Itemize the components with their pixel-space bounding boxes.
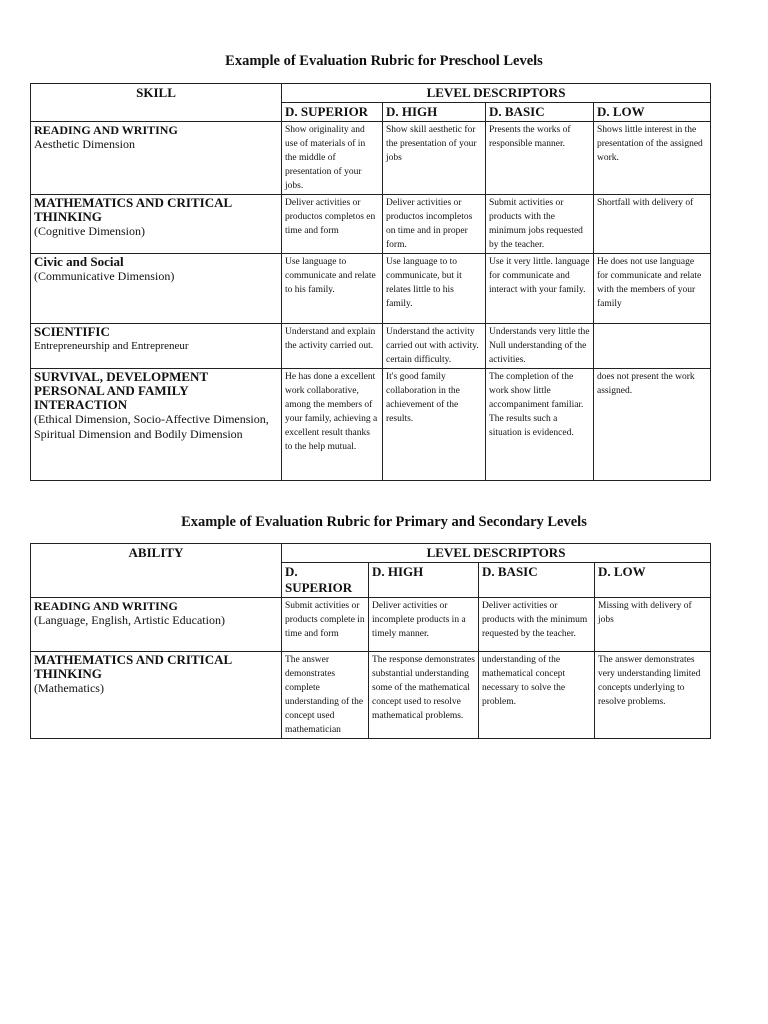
skill-title: MATHEMATICS AND CRITICAL THINKING (34, 652, 232, 681)
skill-cell (31, 324, 282, 369)
skill-subtitle: (Cognitive Dimension) (34, 224, 145, 238)
table-row (31, 195, 711, 254)
descriptor-cell: Deliver activities or productos completos en time and form (282, 195, 383, 254)
descriptor-cell: Missing with delivery of jobs (595, 598, 711, 652)
descriptor-cell: understanding of the mathematical concept necessary to solve the problem. (479, 652, 595, 739)
primary-secondary-rubric-title: Example of Evaluation Rubric for Primary and Secondary Levels (181, 514, 587, 530)
skill-title: READING AND WRITING (34, 123, 178, 137)
table-row (31, 652, 711, 739)
skill-subtitle: Entrepreneurship and Entrepreneur (34, 340, 189, 352)
skill-title: Civic and Social (34, 254, 124, 269)
skill-subtitle: (Language, English, Artistic Education) (34, 613, 225, 627)
descriptor-cell: Presents the works of responsible manner. (486, 122, 594, 195)
table-row (31, 324, 711, 369)
header-row (31, 544, 711, 563)
level-superior-header: D. SUPERIOR (282, 563, 369, 598)
skill-title: SURVIVAL, DEVELOPMENT PERSONAL AND FAMILY INTERACTION (34, 369, 208, 412)
skill-subtitle: (Mathematics) (34, 681, 104, 695)
descriptor-cell: does not present the work assigned. (594, 369, 711, 481)
table-row (31, 598, 711, 652)
level-descriptors-header: LEVEL DESCRIPTORS (282, 544, 711, 563)
skill-cell (31, 652, 282, 739)
level-high-header: D. HIGH (369, 563, 479, 598)
level-basic-header: D. BASIC (479, 563, 595, 598)
skill-cell (31, 598, 282, 652)
descriptor-cell: It's good family collaboration in the achievement of the results. (383, 369, 486, 481)
descriptor-cell: Deliver activities or incomplete products in a timely manner. (369, 598, 479, 652)
level-low-header: D. LOW (595, 563, 711, 598)
descriptor-cell: Use it very little. language for communicate and interact with your family. (486, 254, 594, 324)
level-low-header: D. LOW (594, 103, 711, 122)
descriptor-cell: He has done a excellent work collaborative, among the members of your family, achieving a excellent result thanks to the help mutual. (282, 369, 383, 481)
skill-subtitle: Aesthetic Dimension (34, 137, 135, 151)
descriptor-cell: Use language to communicate and relate to his family. (282, 254, 383, 324)
ability-header: ABILITY (31, 544, 282, 598)
descriptor-cell: Deliver activities or productos incompletos on time and in proper form. (383, 195, 486, 254)
skill-subtitle: (Communicative Dimension) (34, 269, 175, 283)
descriptor-cell: Submit activities or products with the minimum jobs requested by the teacher. (486, 195, 594, 254)
header-row (31, 84, 711, 103)
table-row (31, 369, 711, 481)
preschool-rubric-table (30, 83, 711, 481)
skill-subtitle: (Ethical Dimension, Socio-Affective Dimension, Spiritual Dimension and Bodily Dimension (34, 412, 269, 441)
descriptor-cell: Use language to to communicate, but it relates little to his family. (383, 254, 486, 324)
descriptor-cell: Show skill aesthetic for the presentation of your jobs (383, 122, 486, 195)
descriptor-cell: Show originality and use of materials of in the middle of presentation of your jobs. (282, 122, 383, 195)
level-high-header: D. HIGH (383, 103, 486, 122)
descriptor-cell: He does not use language for communicate and relate with the members of your family (594, 254, 711, 324)
descriptor-cell: The completion of the work show little accompaniment familiar. The results such a situation is evidenced. (486, 369, 594, 481)
skill-title: READING AND WRITING (34, 599, 178, 613)
descriptor-cell: Shows little interest in the presentation of the assigned work. (594, 122, 711, 195)
primary-secondary-rubric-table (30, 543, 711, 739)
table-row (31, 122, 711, 195)
skill-title: SCIENTIFIC (34, 324, 110, 339)
level-superior-header: D. SUPERIOR (282, 103, 383, 122)
descriptor-cell: The response demonstrates substantial understanding some of the mathematical concept used to resolve mathematical problems. (369, 652, 479, 739)
preschool-rubric-title: Example of Evaluation Rubric for Preschool Levels (225, 53, 543, 69)
descriptor-cell (594, 324, 711, 369)
descriptor-cell: The answer demonstrates very understanding limited concepts underlying to resolve problems. (595, 652, 711, 739)
descriptor-cell: Submit activities or products complete in time and form (282, 598, 369, 652)
skill-title: MATHEMATICS AND CRITICAL THINKING (34, 195, 232, 224)
descriptor-cell: Understand the activity carried out with activity. certain difficulty. (383, 324, 486, 369)
skill-cell (31, 122, 282, 195)
skill-cell (31, 195, 282, 254)
level-descriptors-header: LEVEL DESCRIPTORS (282, 84, 711, 103)
table-row (31, 254, 711, 324)
descriptor-cell: Shortfall with delivery of (594, 195, 711, 254)
skill-header: SKILL (31, 84, 282, 122)
descriptor-cell: Understand and explain the activity carried out. (282, 324, 383, 369)
descriptor-cell: Understands very little the Null understanding of the activities. (486, 324, 594, 369)
skill-cell (31, 369, 282, 481)
descriptor-cell: The answer demonstrates complete understanding of the concept used mathematician (282, 652, 369, 739)
skill-cell (31, 254, 282, 324)
level-basic-header: D. BASIC (486, 103, 594, 122)
descriptor-cell: Deliver activities or products with the minimum requested by the teacher. (479, 598, 595, 652)
